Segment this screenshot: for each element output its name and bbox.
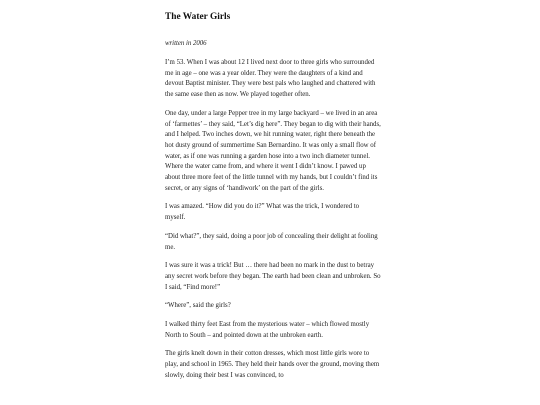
paragraph: The girls knelt down in their cotton dresses, which most little girls wore to play, and school in 1965. They held their hands over the ground, moving them slowly, doing their best I was convinced, to — [165, 350, 380, 379]
article-title: The Water Girls — [165, 12, 231, 22]
paragraph: I’m 53. When I was about 12 I lived next door to three girls who surrounded me in age – one was a year older. They were the daughters of a kind and devout Baptist minister. They were best pals who laughed and chattered with the same ease then as now. We played together often. — [165, 59, 376, 99]
paragraph: I walked thirty feet East from the mysterious water – which flowed mostly North to South – and pointed down at the unbroken earth. — [165, 321, 370, 339]
paragraph: “Did what?”, they said, doing a poor job of concealing their delight at fooling me. — [165, 232, 378, 251]
paragraph: I was sure it was a trick! But … there had been no mark in the dust to betray any secret work before they began. The earth had been clean and unbroken. So I said, “Find more!” — [165, 262, 381, 291]
paragraph: “Where”, said the girls? — [165, 302, 231, 310]
paragraph: One day, under a large Pepper tree in my large backyard – we lived in an area of ‘farmettes’ – they said, “Let’s dig here”. They began to dig with their hands, and I helped. Two inches down, we hit running water, right there beneath the hot dusty ground of summertime San Bernardino. It was only a small flow of water, as if one was running a garden hose into a two inch diameter tunnel. Where the water came from, and where it went I didn’t know. I pawed up about three more feet of the little tunnel with my hands, but I couldn’t find its secret, or any signs of ‘handiwork’ on the part of the girls. — [165, 109, 381, 192]
paragraph: I was amazed. “How did you do it?” What was the trick, I wondered to myself. — [165, 203, 360, 222]
article-byline: written in 2006 — [165, 40, 207, 47]
article — [165, 11, 381, 382]
